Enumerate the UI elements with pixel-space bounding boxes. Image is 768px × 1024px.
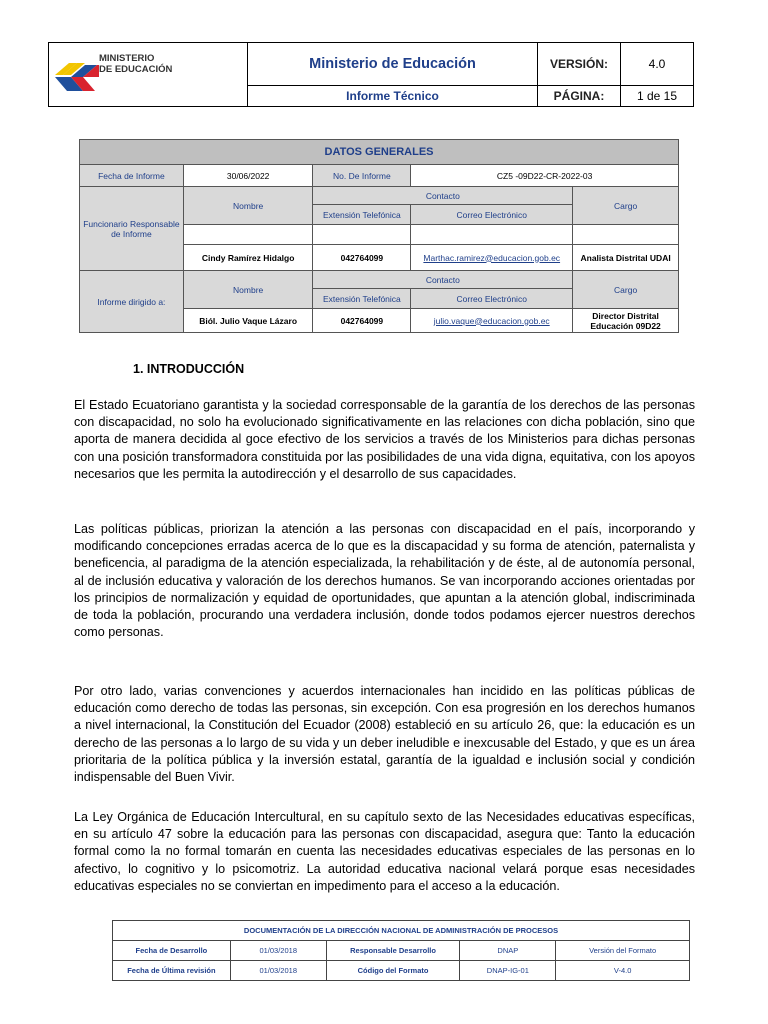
page-label: PÁGINA: — [538, 86, 621, 107]
empty-cell — [573, 225, 679, 245]
fecha-desarrollo-label: Fecha de Desarrollo — [113, 941, 231, 961]
version-label: VERSIÓN: — [538, 43, 621, 86]
datos-title: DATOS GENERALES — [80, 140, 679, 165]
codigo-formato-label: Código del Formato — [326, 961, 460, 981]
destinatario-correo-link[interactable]: julio.vaque@educacion.gob.ec — [433, 315, 550, 326]
destinatario-extension: 042764099 — [313, 309, 411, 333]
dirigido-label: Informe dirigido a: — [80, 271, 184, 333]
fecha-desarrollo-value: 01/03/2018 — [230, 941, 326, 961]
cargo-label: Cargo — [573, 187, 679, 225]
responsable-nombre: Cindy Ramírez Hidalgo — [183, 245, 313, 271]
responsable-desarrollo-value: DNAP — [460, 941, 556, 961]
responsable-correo-link[interactable]: Marthac.ramirez@educacion.gob.ec — [423, 252, 561, 263]
funcionario-label: Funcionario Responsable de Informe — [80, 187, 184, 271]
correo-label: Correo Electrónico — [411, 289, 573, 309]
contacto-label: Contacto — [313, 271, 573, 289]
document-type: Informe Técnico — [248, 86, 538, 107]
cargo-label: Cargo — [573, 271, 679, 309]
document-header — [48, 42, 694, 107]
numero-label: No. De Informe — [313, 165, 411, 187]
version-formato-value: V-4.0 — [556, 961, 690, 981]
nombre-label: Nombre — [183, 187, 313, 225]
fecha-label: Fecha de Informe — [80, 165, 184, 187]
version-value: 4.0 — [621, 43, 694, 86]
paragraph-2: Las políticas públicas, priorizan la atención a las personas con discapacidad en el país, incorporando y modificando concepciones erradas acerca de lo que es la discapacidad y su forma de atención, paternalista y beneficencia, al paradigma de la atención especializada, la rehabilitación y de éste, al de autonomía personal, al de inclusión educativa y valoración de los derechos humanos. Se van incorporando acciones orientadas por los principios de normalización y equidad de oportunidades, que apuntan a la atención global, indiscriminada de toda la población, procurando una verdadera inclusión, donde todos podamos ejercer nuestros derechos como personas. — [74, 522, 695, 640]
version-formato-label: Versión del Formato — [556, 941, 690, 961]
footer-title: DOCUMENTACIÓN DE LA DIRECCIÓN NACIONAL DE ADMINISTRACIÓN DE PROCESOS — [113, 921, 690, 941]
destinatario-cargo: Director Distrital Educación 09D22 — [573, 309, 679, 333]
fecha-revision-label: Fecha de Última revisión — [113, 961, 231, 981]
fecha-revision-value: 01/03/2018 — [230, 961, 326, 981]
empty-cell — [411, 225, 573, 245]
paragraph-3: Por otro lado, varias convenciones y acuerdos internacionales han incidido en las políticas públicas de educación como derecho de todas las personas, sin excepción. Con esa progresión en los derechos humanos a nivel internacional, la Constitución del Ecuador (2008) estableció en su artículo 26, que: la educación es un derecho de las personas a lo largo de su vida y un deber ineludible e inexcusable del Estado, y que es un área prioritaria de la política pública y la inversión estatal, garantía de la igualdad e inclusión social y condición indispensable del Buen Vivir. — [74, 684, 695, 785]
fecha-value: 30/06/2022 — [183, 165, 313, 187]
paragraph-4: La Ley Orgánica de Educación Intercultural, en su capítulo sexto de las Necesidades educativas específicas, en su artículo 47 sobre la educación para las personas con discapacidad, asegura que: Tanto la educación formal como la no formal tomarán en cuenta las necesidades educativas especiales de las personas en lo afectivo, lo cognitivo y lo psicomotriz. La autoridad educativa nacional velará porque esas necesidades educativas especiales no se conviertan en impedimento para el acceso a la educación. — [74, 810, 695, 893]
codigo-formato-value: DNAP-IG-01 — [460, 961, 556, 981]
page-value: 1 de 15 — [621, 86, 694, 107]
correo-label: Correo Electrónico — [411, 205, 573, 225]
extension-label: Extensión Telefónica — [313, 289, 411, 309]
contacto-label: Contacto — [313, 187, 573, 205]
responsable-desarrollo-label: Responsable Desarrollo — [326, 941, 460, 961]
extension-label: Extensión Telefónica — [313, 205, 411, 225]
footer-table — [112, 920, 690, 981]
empty-cell — [183, 225, 313, 245]
destinatario-nombre: Biól. Julio Vaque Lázaro — [183, 309, 313, 333]
ministry-title: Ministerio de Educación — [248, 43, 538, 86]
paragraph-1: El Estado Ecuatoriano garantista y la sociedad corresponsable de la garantía de los derechos de las personas con discapacidad, no solo ha evolucionado significativamente en las relaciones con dicha población, sino que aporta de manera decidida al goce efectivo de los servicios a través de los Ministerios para dichas personas con una posición transformadora constituida por las posibilidades de una vida digna, equitativa, con los apoyos necesarios que les permita la autodirección y el desarrollo de sus capacidades. — [74, 398, 695, 481]
section-heading-introduccion: 1. INTRODUCCIÓN — [133, 362, 245, 376]
nombre-label: Nombre — [183, 271, 313, 309]
responsable-cargo: Analista Distrital UDAI — [573, 245, 679, 271]
datos-generales-table — [79, 139, 679, 333]
logo-cell — [49, 43, 248, 107]
logo-text: MINISTERIO DE EDUCACIÓN — [99, 53, 173, 75]
responsable-extension: 042764099 — [313, 245, 411, 271]
numero-value: CZ5 -09D22-CR-2022-03 — [411, 165, 679, 187]
empty-cell — [313, 225, 411, 245]
